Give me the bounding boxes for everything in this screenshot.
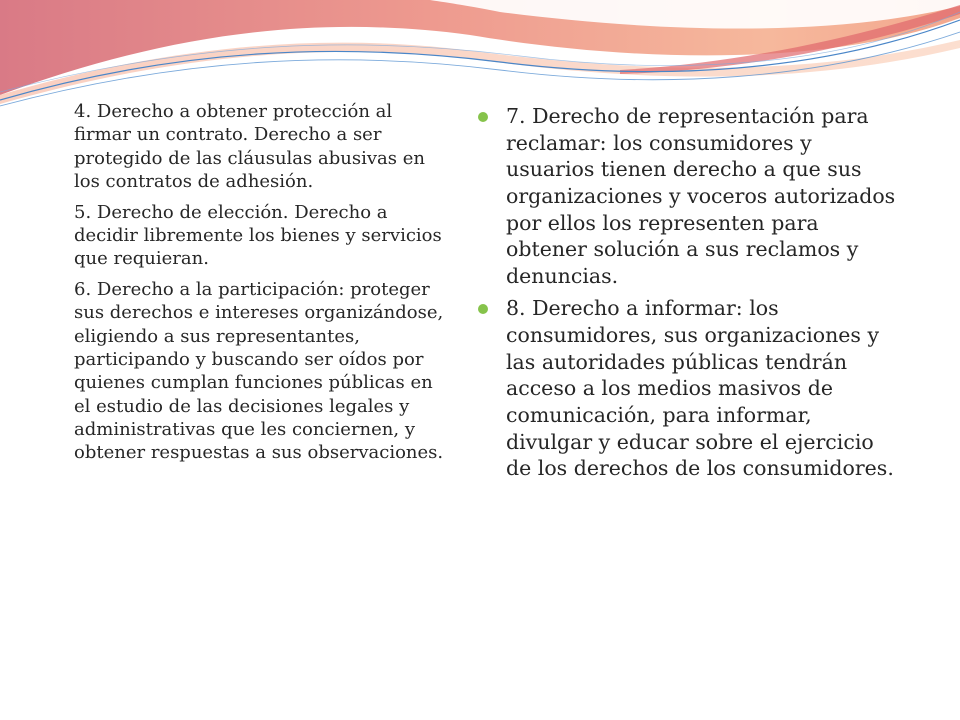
left-column bbox=[74, 100, 448, 472]
bullet-item-right-8 bbox=[478, 295, 903, 481]
paragraph-right-4: 4. Derecho a obtener protección al firmar un contrato. Derecho a ser protegido de las cláusulas abusivas en los contratos de adhesión. bbox=[74, 101, 425, 193]
bullet-item-right-7 bbox=[478, 103, 903, 289]
paragraph-right-5: 5. Derecho de elección. Derecho a decidir libremente los bienes y servicios que requieran. bbox=[74, 201, 442, 270]
bullet-dot-icon bbox=[478, 304, 488, 314]
paragraph-right-6: 6. Derecho a la participación: proteger sus derechos e intereses organizándose, eligiendo a sus representantes, participando y buscando ser oídos por quienes cumplan funciones públicas en el estudio de las decisiones legales y administrativas que les conciernen, y obtener respuestas a sus observaciones. bbox=[74, 278, 444, 464]
bullet-item-text: 7. Derecho de representación para reclamar: los consumidores y usuarios tienen derecho a que sus organizaciones y voceros autorizados por ellos los representen para obtener solución a sus reclamos y denuncias. bbox=[506, 104, 896, 288]
right-column bbox=[478, 103, 903, 488]
bullet-dot-icon bbox=[478, 112, 488, 122]
bullet-item-text: 8. Derecho a informar: los consumidores, sus organizaciones y las autoridades públicas tendrán acceso a los medios masivos de comunicación, para informar, divulgar y educar sobre el ejercicio de los derechos de los consumidores. bbox=[506, 296, 894, 481]
